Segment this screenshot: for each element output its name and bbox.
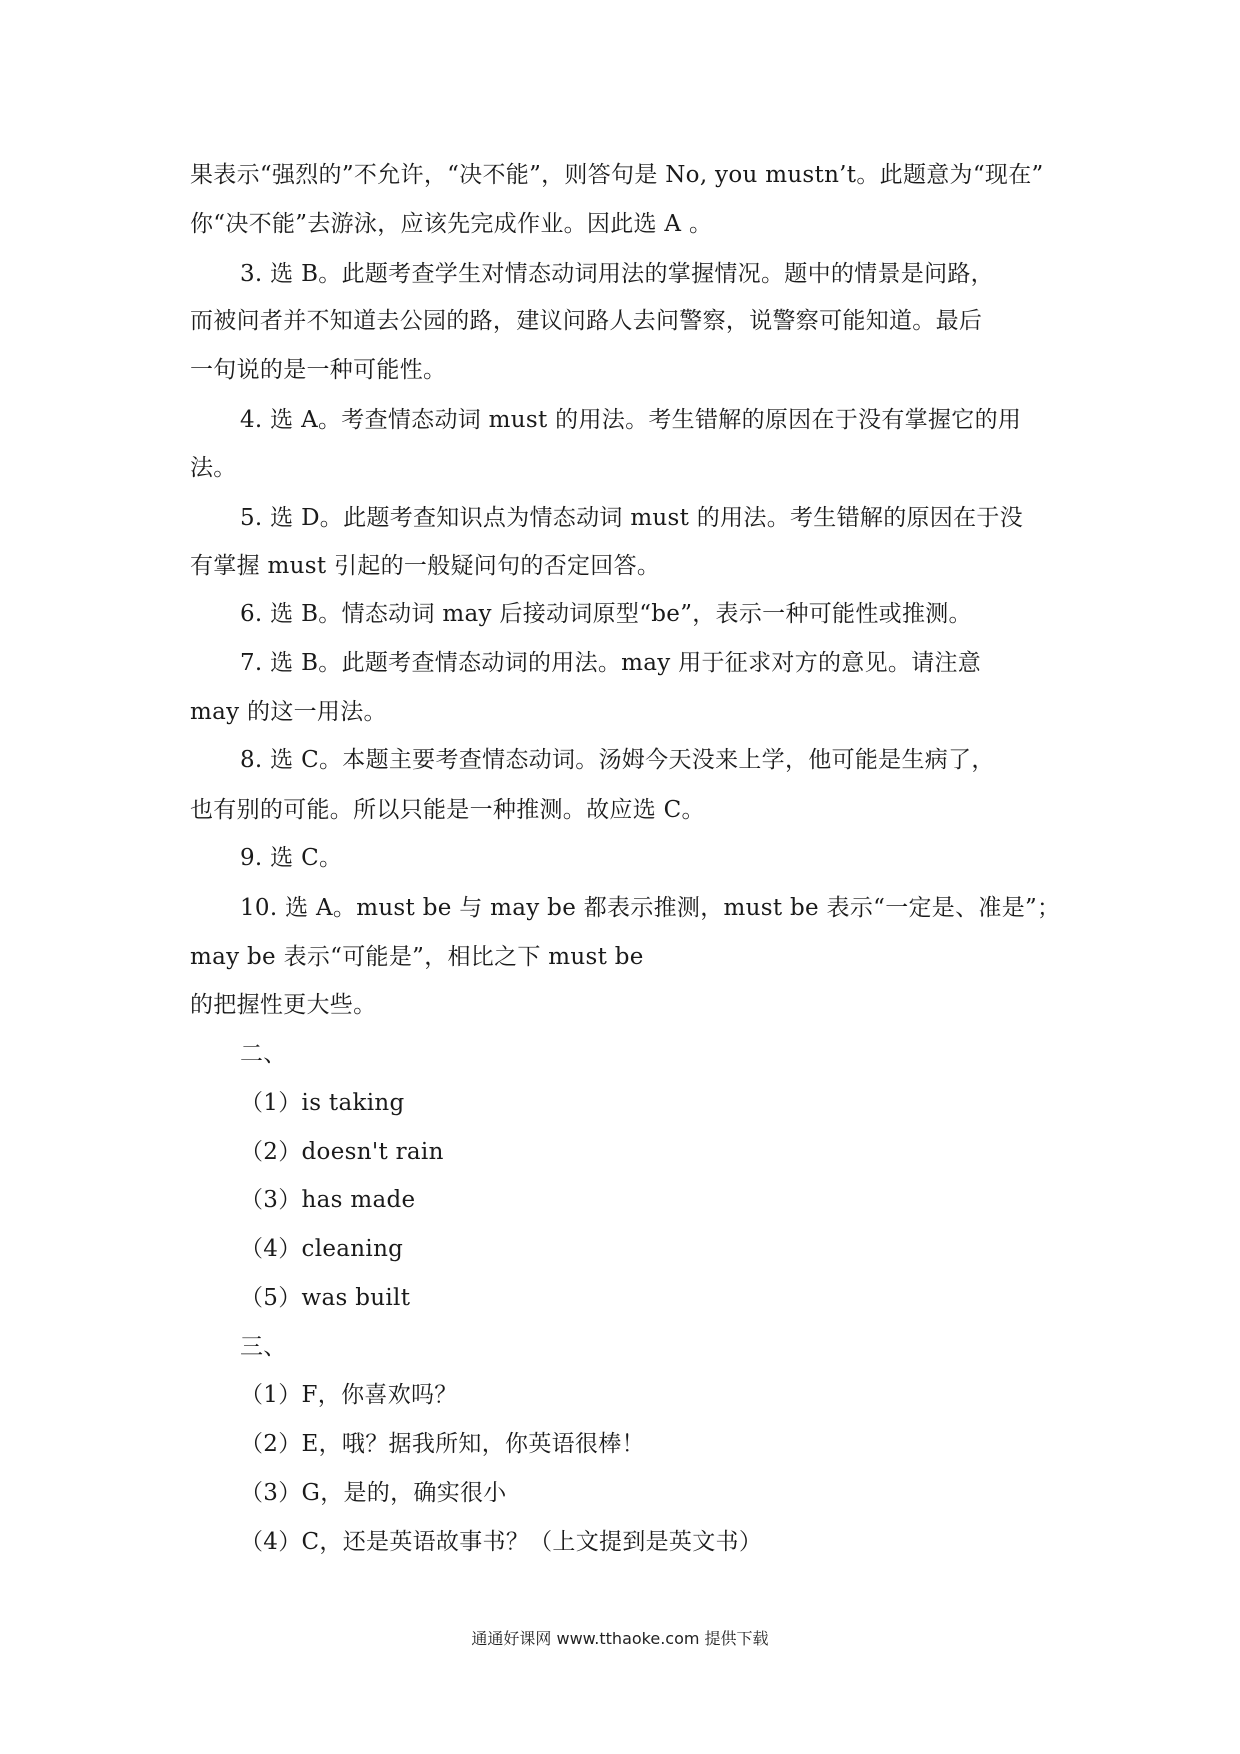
text-line: 10. 选 A。must be 与 may be 都表示推测，must be 表示“一定是、准是”； (240, 895, 1061, 921)
answer-item: （1）is taking (240, 1090, 405, 1116)
text-line: 6. 选 B。情态动词 may 后接动词原型“be”，表示一种可能性或推测。 (240, 601, 972, 627)
text-line: 也有别的可能。所以只能是一种推测。故应选 C。 (190, 797, 705, 823)
answer-item: （3）has made (240, 1187, 416, 1213)
section-heading: 二、 (240, 1041, 287, 1067)
text-line: 法。 (190, 455, 237, 481)
text-line: 5. 选 D。此题考查知识点为情态动词 must 的用法。考生错解的原因在于没 (240, 505, 1023, 531)
answer-item: （4）C，还是英语故事书？（上文提到是英文书） (240, 1529, 763, 1555)
text-line: 7. 选 B。此题考查情态动词的用法。may 用于征求对方的意见。请注意 (240, 650, 982, 676)
text-line: 8. 选 C。本题主要考查情态动词。汤姆今天没来上学，他可能是生病了， (240, 747, 995, 773)
answer-item: （5）was built (240, 1285, 411, 1311)
text-line: 3. 选 B。此题考查学生对情态动词用法的掌握情况。题中的情景是问路， (240, 261, 994, 287)
text-line: may 的这一用法。 (190, 699, 387, 725)
answer-item: （1）F，你喜欢吗？ (240, 1382, 458, 1408)
page-footer: 通通好课网 www.tthaoke.com 提供下载 (471, 1629, 769, 1648)
answer-item: （3）G，是的，确实很小 (240, 1480, 507, 1506)
text-line: 的把握性更大些。 (190, 992, 377, 1018)
text-line: 4. 选 A。考查情态动词 must 的用法。考生错解的原因在于没有掌握它的用 (240, 407, 1022, 433)
text-line: 果表示“强烈的”不允许，“决不能”，则答句是 No, you mustn’t。此题意为“现在” (190, 162, 1044, 188)
text-line: 一句说的是一种可能性。 (190, 357, 447, 383)
answer-item: （2）doesn't rain (240, 1139, 444, 1165)
answer-item: （2）E，哦？据我所知，你英语很棒！ (240, 1431, 645, 1457)
text-line: 有掌握 must 引起的一般疑问句的否定回答。 (190, 553, 661, 579)
text-line: 9. 选 C。 (240, 845, 343, 871)
answer-item: （4）cleaning (240, 1236, 404, 1262)
section-heading: 三、 (240, 1334, 287, 1360)
text-line: may be 表示“可能是”，相比之下 must be (190, 944, 644, 970)
text-line: 你“决不能”去游泳，应该先完成作业。因此选 A 。 (190, 211, 713, 237)
text-line: 而被问者并不知道去公园的路，建议问路人去问警察，说警察可能知道。最后 (190, 308, 983, 334)
